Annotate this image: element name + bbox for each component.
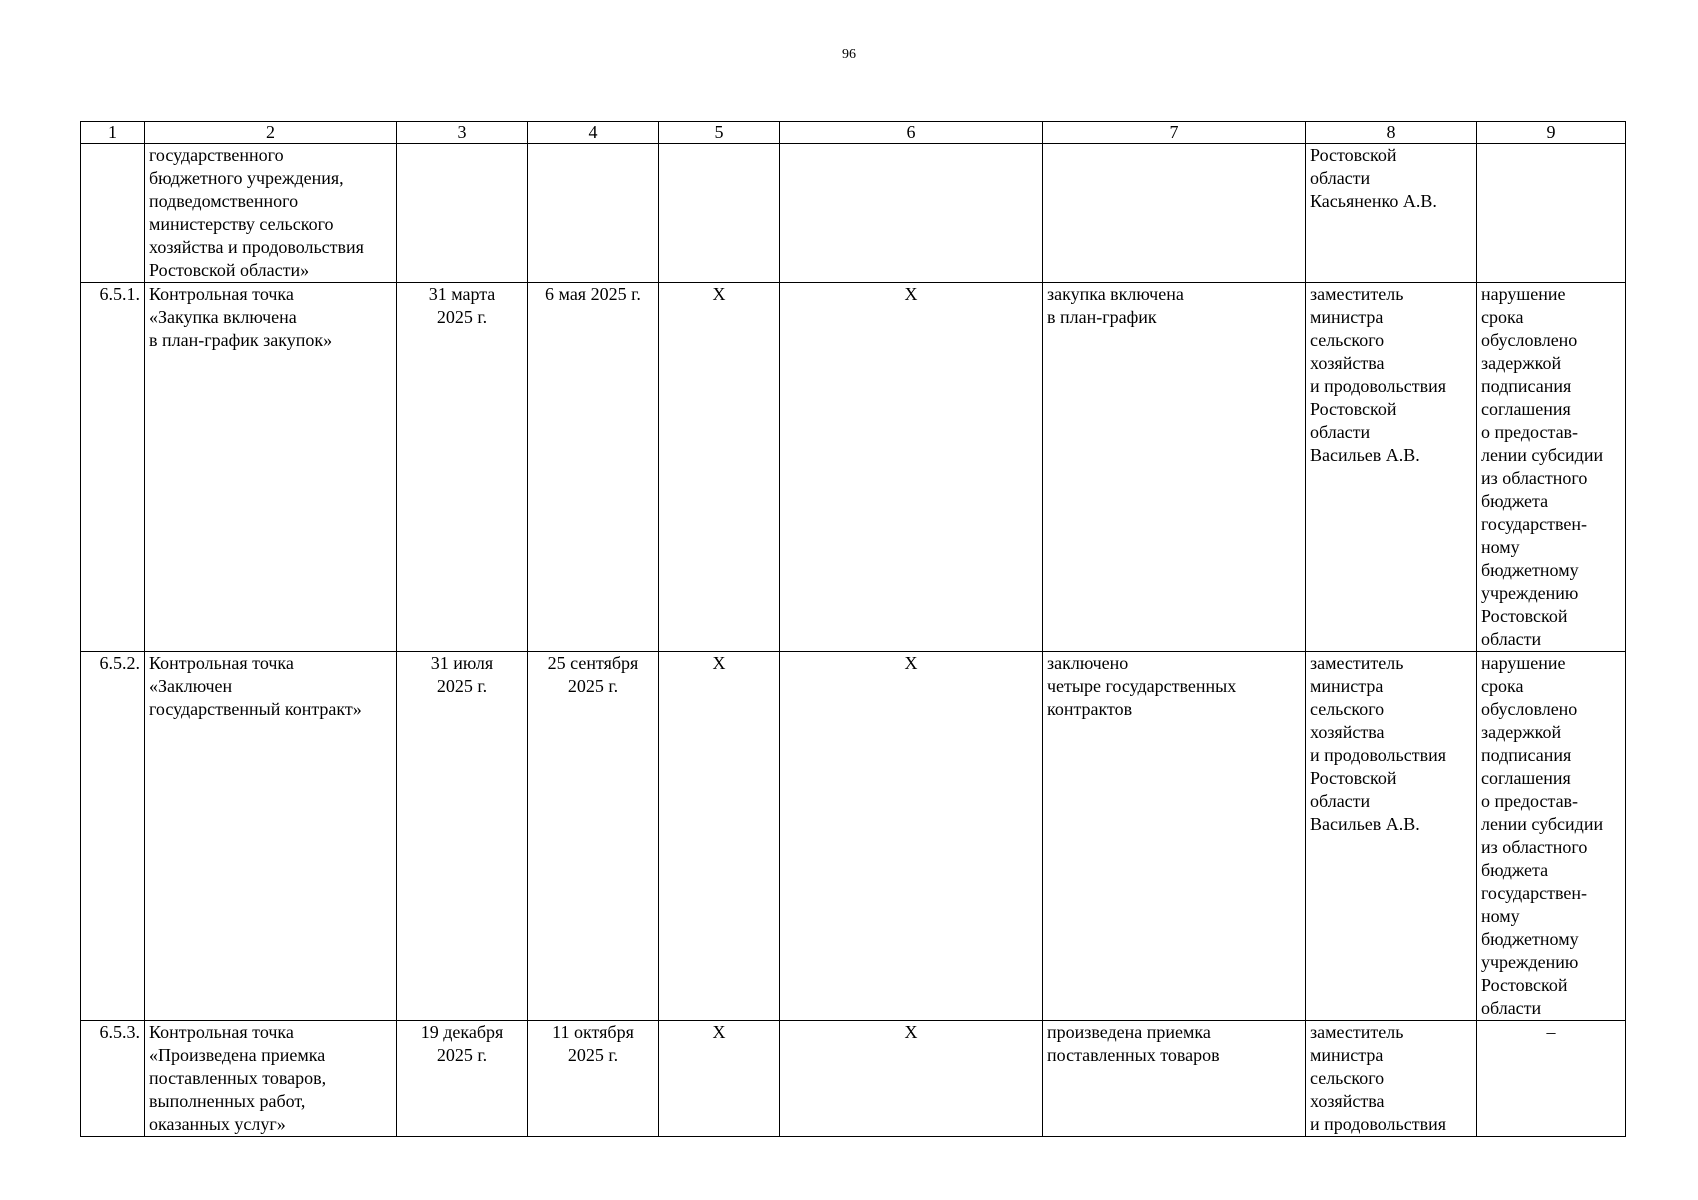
row-responsible: заместитель министра сельского хозяйства и продовольствия Ростовской области Васильев А.В.: [1306, 652, 1477, 1021]
row-result: закупка включена в план-график: [1043, 283, 1306, 652]
table-row: [81, 1021, 1626, 1137]
row-col6: Х: [780, 283, 1043, 652]
table-row: [81, 652, 1626, 1021]
row-number: [81, 144, 145, 283]
row-note: [1477, 144, 1626, 283]
header-row: [81, 122, 1626, 144]
row-result: заключено четыре государственных контрактов: [1043, 652, 1306, 1021]
row-responsible: заместитель министра сельского хозяйства и продовольствия: [1306, 1021, 1477, 1137]
row-actual-date: [528, 144, 659, 283]
row-note: нарушение срока обусловлено задержкой подписания соглашения о предостав- лении субсидии из областного бюджета государствен- ному бюджетному учреждению Ростовской области: [1477, 652, 1626, 1021]
row-col5: Х: [659, 283, 780, 652]
row-actual-date: 25 сентября 2025 г.: [528, 652, 659, 1021]
row-col6: [780, 144, 1043, 283]
row-number: 6.5.1.: [81, 283, 145, 652]
row-name: Контрольная точка «Произведена приемка поставленных товаров, выполненных работ, оказанных услуг»: [145, 1021, 397, 1137]
row-note: нарушение срока обусловлено задержкой подписания соглашения о предостав- лении субсидии из областного бюджета государствен- ному бюджетному учреждению Ростовской области: [1477, 283, 1626, 652]
page-number: 96: [842, 47, 856, 62]
row-result: [1043, 144, 1306, 283]
header-cell: 8: [1306, 122, 1477, 144]
header-cell: 1: [81, 122, 145, 144]
row-number: 6.5.2.: [81, 652, 145, 1021]
header-cell: 2: [145, 122, 397, 144]
row-col5: Х: [659, 652, 780, 1021]
row-name: Контрольная точка «Закупка включена в план-график закупок»: [145, 283, 397, 652]
report-table: [80, 121, 1626, 1137]
table-row: [81, 283, 1626, 652]
row-note: –: [1477, 1021, 1626, 1137]
row-col6: Х: [780, 1021, 1043, 1137]
row-planned-date: 31 марта 2025 г.: [397, 283, 528, 652]
row-name: государственного бюджетного учреждения, подведомственного министерству сельского хозяйства и продовольствия Ростовской области»: [145, 144, 397, 283]
header-cell: 7: [1043, 122, 1306, 144]
row-col5: Х: [659, 1021, 780, 1137]
row-actual-date: 11 октября 2025 г.: [528, 1021, 659, 1137]
row-col5: [659, 144, 780, 283]
row-actual-date: 6 мая 2025 г.: [528, 283, 659, 652]
row-name: Контрольная точка «Заключен государственный контракт»: [145, 652, 397, 1021]
header-cell: 4: [528, 122, 659, 144]
row-number: 6.5.3.: [81, 1021, 145, 1137]
row-responsible: заместитель министра сельского хозяйства и продовольствия Ростовской области Васильев А.В.: [1306, 283, 1477, 652]
table-row: [81, 144, 1626, 283]
row-planned-date: 19 декабря 2025 г.: [397, 1021, 528, 1137]
row-result: произведена приемка поставленных товаров: [1043, 1021, 1306, 1137]
header-cell: 9: [1477, 122, 1626, 144]
row-planned-date: [397, 144, 528, 283]
row-col6: Х: [780, 652, 1043, 1021]
row-planned-date: 31 июля 2025 г.: [397, 652, 528, 1021]
row-responsible: Ростовской области Касьяненко А.В.: [1306, 144, 1477, 283]
header-cell: 6: [780, 122, 1043, 144]
header-cell: 3: [397, 122, 528, 144]
header-cell: 5: [659, 122, 780, 144]
